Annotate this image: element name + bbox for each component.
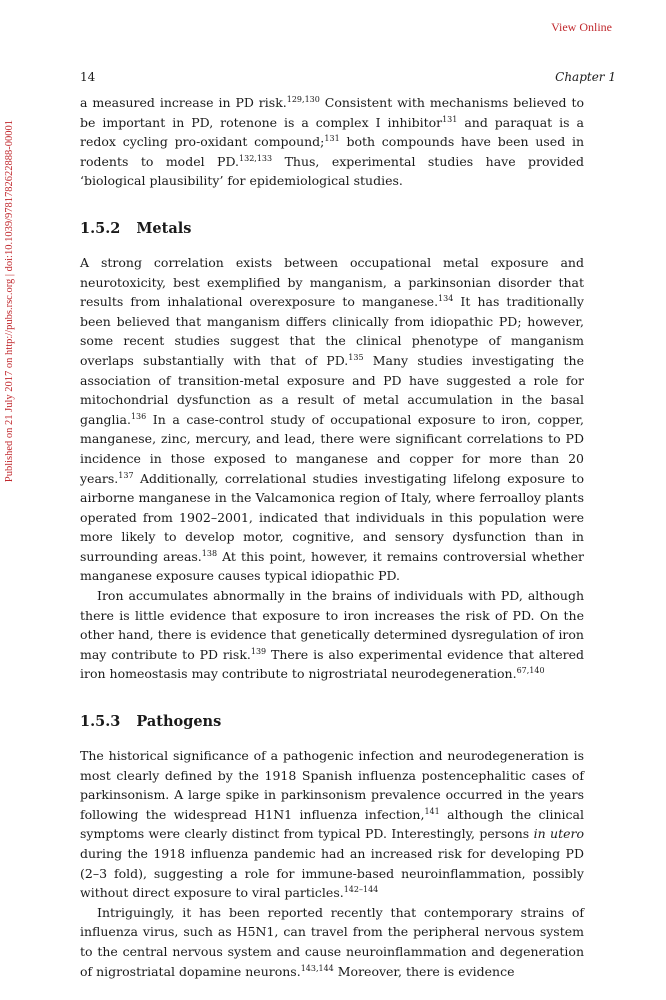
citation[interactable]: 138 [201, 548, 218, 558]
citation[interactable]: 131 [442, 114, 458, 124]
published-note-text[interactable]: Published on 21 July 2017 on http://pubs.rsc.org | doi:10.1039/9781782622888-00001 [4, 120, 15, 483]
section-number: 1.5.2 [80, 219, 121, 237]
citation[interactable]: 142–144 [343, 885, 379, 895]
citation[interactable]: 134 [438, 294, 454, 303]
paragraph-continued: a measured increase in PD risk.$^{129,130}$ Consistent with mechanisms believed to be important in PD, rotenone is a complex I inhibitor$^{131}$ and paraquat is a redox cycling pro-oxidant compound;$^{131}$ both compounds have been used in rodents to model PD.$^{132,133}$ Thus, experimental studies have provided ‘biological plausibility’ for epidemiological studies. [80, 94, 585, 189]
section-title: Metals [136, 219, 192, 237]
citation[interactable]: 67,140 [516, 666, 545, 676]
citation[interactable]: 136 [130, 411, 147, 421]
citation[interactable]: 132,133 [239, 153, 273, 163]
paragraph: The historical significance of a pathogenic infection and neurodegeneration is most clearly defined by the 1918 Spanish influenza postencephalitic cases of parkinsonism. A large spike in parkinsonism prevalence occurred in the years following the widespread H1N1 influenza infection,$^{141}$ although the clinical symptoms were clearly distinct from typical PD. Interestingly, persons in utero during the 1918 influenza pandemic had an increased risk for developing PD (2–3 fold), suggesting a role for immune-based neuroinflammation, possibly without direct exposure to viral particles.$^{142-144}$ [80, 748, 585, 901]
citation[interactable]: 143,144 [300, 963, 334, 973]
paragraph: Intriguingly, it has been reported recently that contemporary strains of influenza virus, such as H5N1, can travel from the peripheral nervous system to the central nervous system and cause neuroinflammation and degeneration of nigrostriatal dopamine neurons.$^{143,144}$ Moreover, there is evidence [80, 904, 584, 979]
section-number: 1.5.3 [80, 713, 121, 731]
view-online-link[interactable]: View Online [551, 20, 612, 34]
italic-term: in utero [533, 826, 585, 842]
section-title: Pathogens [136, 713, 222, 731]
page-number: 14 [80, 70, 96, 84]
paragraph: A strong correlation exists between occupational metal exposure and neurotoxicity, best exemplified by manganism, a parkinsonian disorder that results from inhalational overexposure to manganese.$^{134}$ It has traditionally been believed that manganism differs clinically from idiopathic PD; however, some recent studies suggest that the clinical phenotype of manganism overlaps substantially with that of PD.$^{135}$ Many studies investigating the association of transition-metal exposure and PD have suggested a role for mitochondrial dysfunction as a result of metal accumulation in the basal ganglia.$^{136}$ In a case-control study of occupational exposure to iron, copper, manganese, zinc, mercury, and lead, there were significant correlations to PD incidence in those exposed to manganese and copper for more than 20 years.$^{137}$ Additionally, correlational studies investigating lifelong exposure to airborne manganese in the Valcamonica region of Italy, where ferroalloy plants operated from 1902–2001, indicated that individuals in this population were more likely to develop motor, cognitive, and sensory dysfunction than in surrounding areas.$^{138}$ At this point, however, it remains controversial whether manganese exposure causes typical idiopathic PD. [80, 254, 585, 584]
citation[interactable]: 131 [324, 134, 340, 144]
section-heading-pathogens [80, 712, 584, 732]
running-head-chapter: Chapter 1 [555, 70, 616, 84]
citation[interactable]: 141 [424, 806, 440, 816]
section-heading-metals [80, 219, 584, 239]
citation[interactable]: 137 [118, 470, 134, 480]
page-body [80, 93, 584, 981]
citation[interactable]: 135 [348, 352, 364, 362]
citation[interactable]: 129,130 [286, 94, 320, 104]
paragraph: Iron accumulates abnormally in the brains of individuals with PD, although there is little evidence that exposure to iron increases the risk of PD. On the other hand, there is evidence that genetically determined dysregulation of iron may contribute to PD risk.$^{139}$ There is also experimental evidence that altered iron homeostasis may contribute to nigrostriatal neurodegeneration.$^{67,140}$ [80, 588, 584, 682]
citation[interactable]: 139 [250, 646, 267, 656]
published-note [4, 120, 20, 660]
